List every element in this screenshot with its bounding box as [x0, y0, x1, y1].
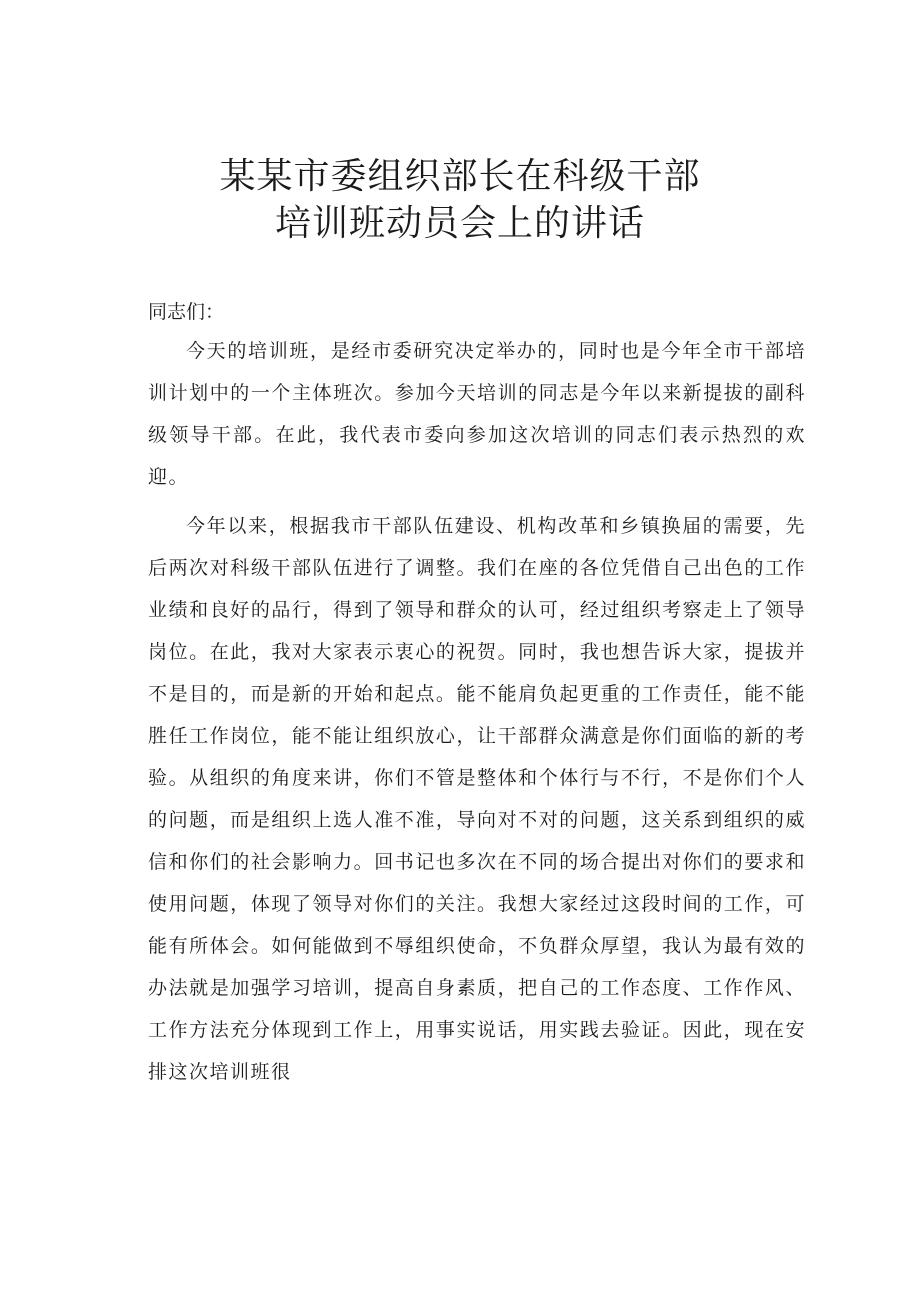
paragraph: 今年以来，根据我市干部队伍建设、机构改革和乡镇换届的需要，先后两次对科级干部队伍进行了调整。我们在座的各位凭借自己出色的工作业绩和良好的品行，得到了领导和群众的认可，经过组织考察走上了领导岗位。在此，我对大家表示衷心的祝贺。同时，我也想告诉大家，提拔并不是目的，而是新的开始和起点。能不能肩负起更重的工作责任，能不能胜任工作岗位，能不能让组织放心，让干部群众满意是你们面临的新的考验。从组织的角度来讲，你们不管是整体和个体行与不行，不是你们个人的问题，而是组织上选人准不准，导向对不对的问题，这关系到组织的威信和你们的社会影响力。回书记也多次在不同的场合提出对你们的要求和使用问题，体现了领导对你们的关注。我想大家经过这段时间的工作，可能有所体会。如何能做到不辱组织使命，不负群众厚望，我认为最有效的办法就是加强学习培训，提高自身素质，把自己的工作态度、工作作风、工作方法充分体现到工作上，用事实说话，用实践去验证。因此，现在安排这次培训班很	[148, 515, 806, 1083]
salutation: 同志们：	[148, 301, 225, 323]
document-title-line-1: 某某市委组织部长在科级干部	[219, 156, 701, 197]
document-title-line-2: 培训班动员会上的讲话	[274, 203, 645, 244]
paragraph: 今天的培训班，是经市委研究决定举办的，同时也是今年全市干部培训计划中的一个主体班次。参加今天培训的同志是今年以来新提拔的副科级领导干部。在此，我代表市委向参加这次培训的同志们表示热烈的欢迎。	[148, 340, 806, 488]
